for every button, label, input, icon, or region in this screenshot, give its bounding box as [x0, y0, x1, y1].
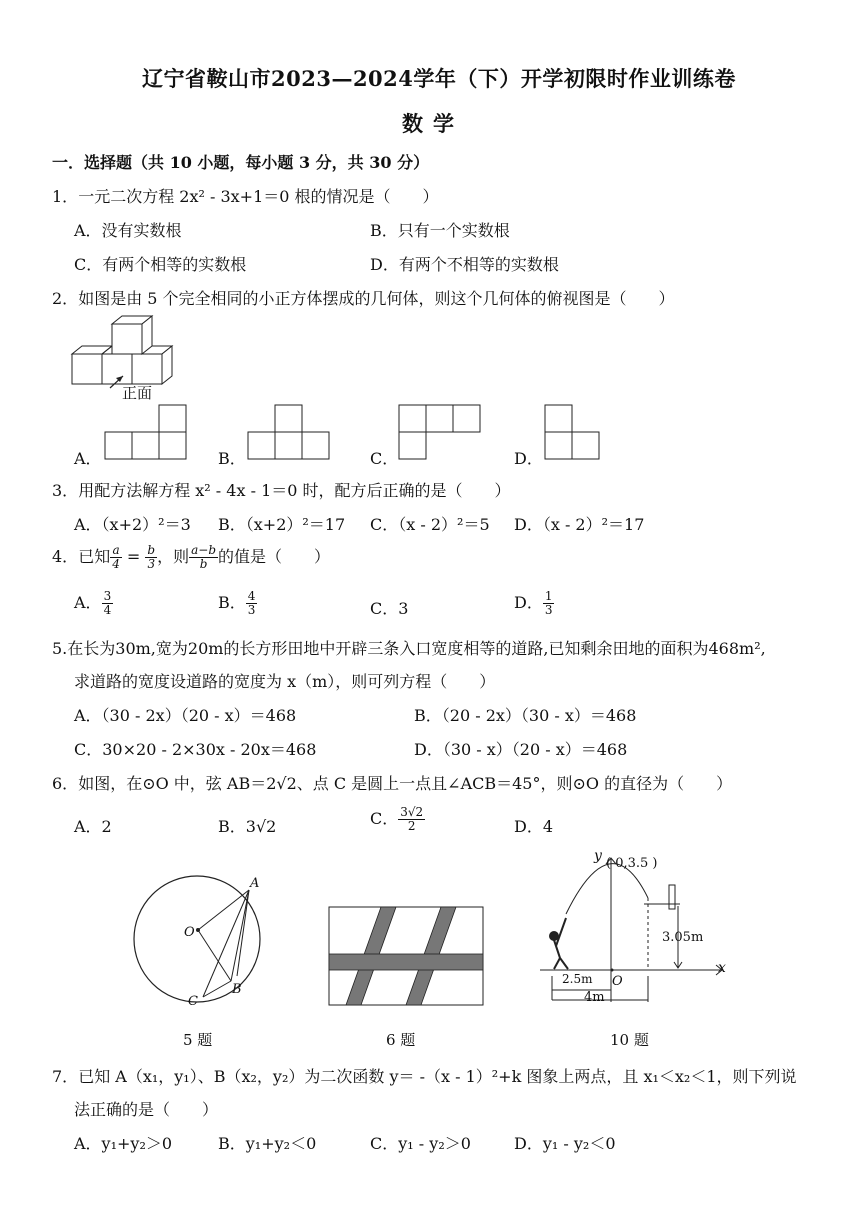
option-a[interactable]: A．y₁+y₂＞0 — [74, 1134, 173, 1153]
figure-caption-6: 6 题 — [386, 1031, 416, 1049]
option-b[interactable]: B．（x+2）²＝17 — [218, 515, 346, 534]
field-roads-figure — [326, 904, 486, 1008]
option-b[interactable]: B．y₁+y₂＜0 — [218, 1134, 317, 1153]
question-number: 3． — [52, 481, 79, 500]
circle-figure — [130, 872, 270, 1012]
question-number: 5. — [52, 639, 68, 658]
question-number: 7． — [52, 1067, 79, 1086]
option-c[interactable]: C．3 — [370, 599, 409, 618]
option-b[interactable]: B．（20 - 2x）（30 - x）＝468 — [414, 706, 637, 725]
subject-title: 数学 — [402, 111, 464, 136]
option-d[interactable]: D．（x - 2）²＝17 — [514, 515, 645, 534]
option-b[interactable]: B． $\frac{4}{3}$ — [218, 589, 256, 617]
option-c-figure[interactable] — [398, 404, 482, 460]
question-number: 1． — [52, 187, 79, 206]
fraction-b-over-3: $\frac{b}{3}$ — [147, 543, 156, 571]
option-c[interactable]: C． $\frac{3√2}{2}$ — [370, 805, 424, 833]
question-stem: 一元二次方程 2x² - 3x+1＝0 根的情况是（ ） — [78, 187, 439, 206]
peak-label: ( 0,3.5 ) — [606, 856, 658, 871]
question-stem-cont: 求道路的宽度设道路的宽度为 x（m），则可列方程（ ） — [74, 672, 496, 691]
option-d[interactable]: D．4 — [514, 817, 554, 836]
question-stem-pre: 已知 — [78, 547, 111, 566]
question-stem: 如图，在⊙O 中，弦 AB＝2√2、点 C 是圆上一点且∠ACB＝45°，则⊙O 的直径为（ ） — [78, 774, 733, 793]
option-d[interactable]: D． — [514, 449, 543, 468]
question-number: 4． — [52, 547, 79, 566]
option-d[interactable]: D．（30 - x）（20 - x）＝468 — [414, 740, 628, 759]
distance-2-5m: 2.5m — [562, 972, 593, 986]
fraction-a-over-4: $\frac{a}{4}$ — [112, 543, 120, 571]
circle-label-a: A — [250, 876, 260, 891]
circle-label-o: O — [184, 925, 195, 940]
option-b-figure[interactable] — [247, 404, 331, 460]
option-a[interactable]: A．没有实数根 — [74, 221, 182, 240]
option-d[interactable]: D．有两个不相等的实数根 — [370, 255, 559, 274]
question-stem: 用配方法解方程 x² - 4x - 1＝0 时，配方后正确的是（ ） — [78, 481, 511, 500]
question-number: 2． — [52, 289, 79, 308]
option-c[interactable]: C． — [370, 449, 399, 468]
option-a[interactable]: A．（30 - 2x）（20 - x）＝468 — [74, 706, 297, 725]
option-d[interactable]: D．y₁ - y₂＜0 — [514, 1134, 616, 1153]
front-label: 正面 — [122, 384, 153, 402]
circle-label-b: B — [232, 982, 242, 997]
figure-caption-5: 5 题 — [183, 1031, 213, 1049]
option-b[interactable]: B．3√2 — [218, 817, 277, 836]
origin-label: O — [612, 974, 623, 989]
circle-label-c: C — [188, 994, 198, 1009]
section-heading: 一．选择题（共 10 小题，每小题 3 分，共 30 分） — [52, 153, 430, 172]
option-a[interactable]: A．（x+2）²＝3 — [74, 515, 191, 534]
option-b[interactable]: B．只有一个实数根 — [370, 221, 510, 240]
question-stem: 在长为30m,宽为20m的长方形田地中开辟三条入口宽度相等的道路,已知剩余田地的面积为468m², — [67, 639, 766, 658]
option-c[interactable]: C．有两个相等的实数根 — [74, 255, 247, 274]
question-number: 6． — [52, 774, 79, 793]
question-stem: 已知 A（x₁，y₁）、B（x₂，y₂）为二次函数 y＝ -（x - 1）²+k 图象上两点，且 x₁＜x₂＜1，则下列说 — [78, 1067, 797, 1086]
option-c[interactable]: C．30×20 - 2×30x - 20x＝468 — [74, 740, 317, 759]
option-a[interactable]: A．2 — [74, 817, 112, 836]
page-title: 辽宁省鞍山市2023—2024学年（下）开学初限时作业训练卷 — [142, 66, 736, 91]
option-d[interactable]: D． $\frac{1}{3}$ — [514, 589, 553, 617]
distance-4m: 4m — [584, 990, 605, 1005]
option-b[interactable]: B． — [218, 449, 246, 468]
axis-y-label: y — [594, 848, 602, 864]
option-d-figure[interactable] — [544, 404, 602, 460]
option-a[interactable]: A． $\frac{3}{4}$ — [74, 589, 112, 617]
option-c[interactable]: C．（x - 2）²＝5 — [370, 515, 490, 534]
axis-x-label: x — [718, 960, 726, 976]
height-label: 3.05m — [662, 930, 704, 945]
question-stem: 如图是由 5 个完全相同的小正方体摆成的几何体，则这个几何体的俯视图是（ ） — [78, 289, 675, 308]
option-c[interactable]: C．y₁ - y₂＞0 — [370, 1134, 471, 1153]
question-stem-cont: 法正确的是（ ） — [74, 1100, 219, 1119]
figure-caption-10: 10 题 — [610, 1031, 649, 1049]
option-a[interactable]: A． — [74, 449, 102, 468]
fraction-a-minus-b-over-b: $\frac{a-b}{b}$ — [191, 543, 217, 571]
option-a-figure[interactable] — [104, 404, 188, 460]
